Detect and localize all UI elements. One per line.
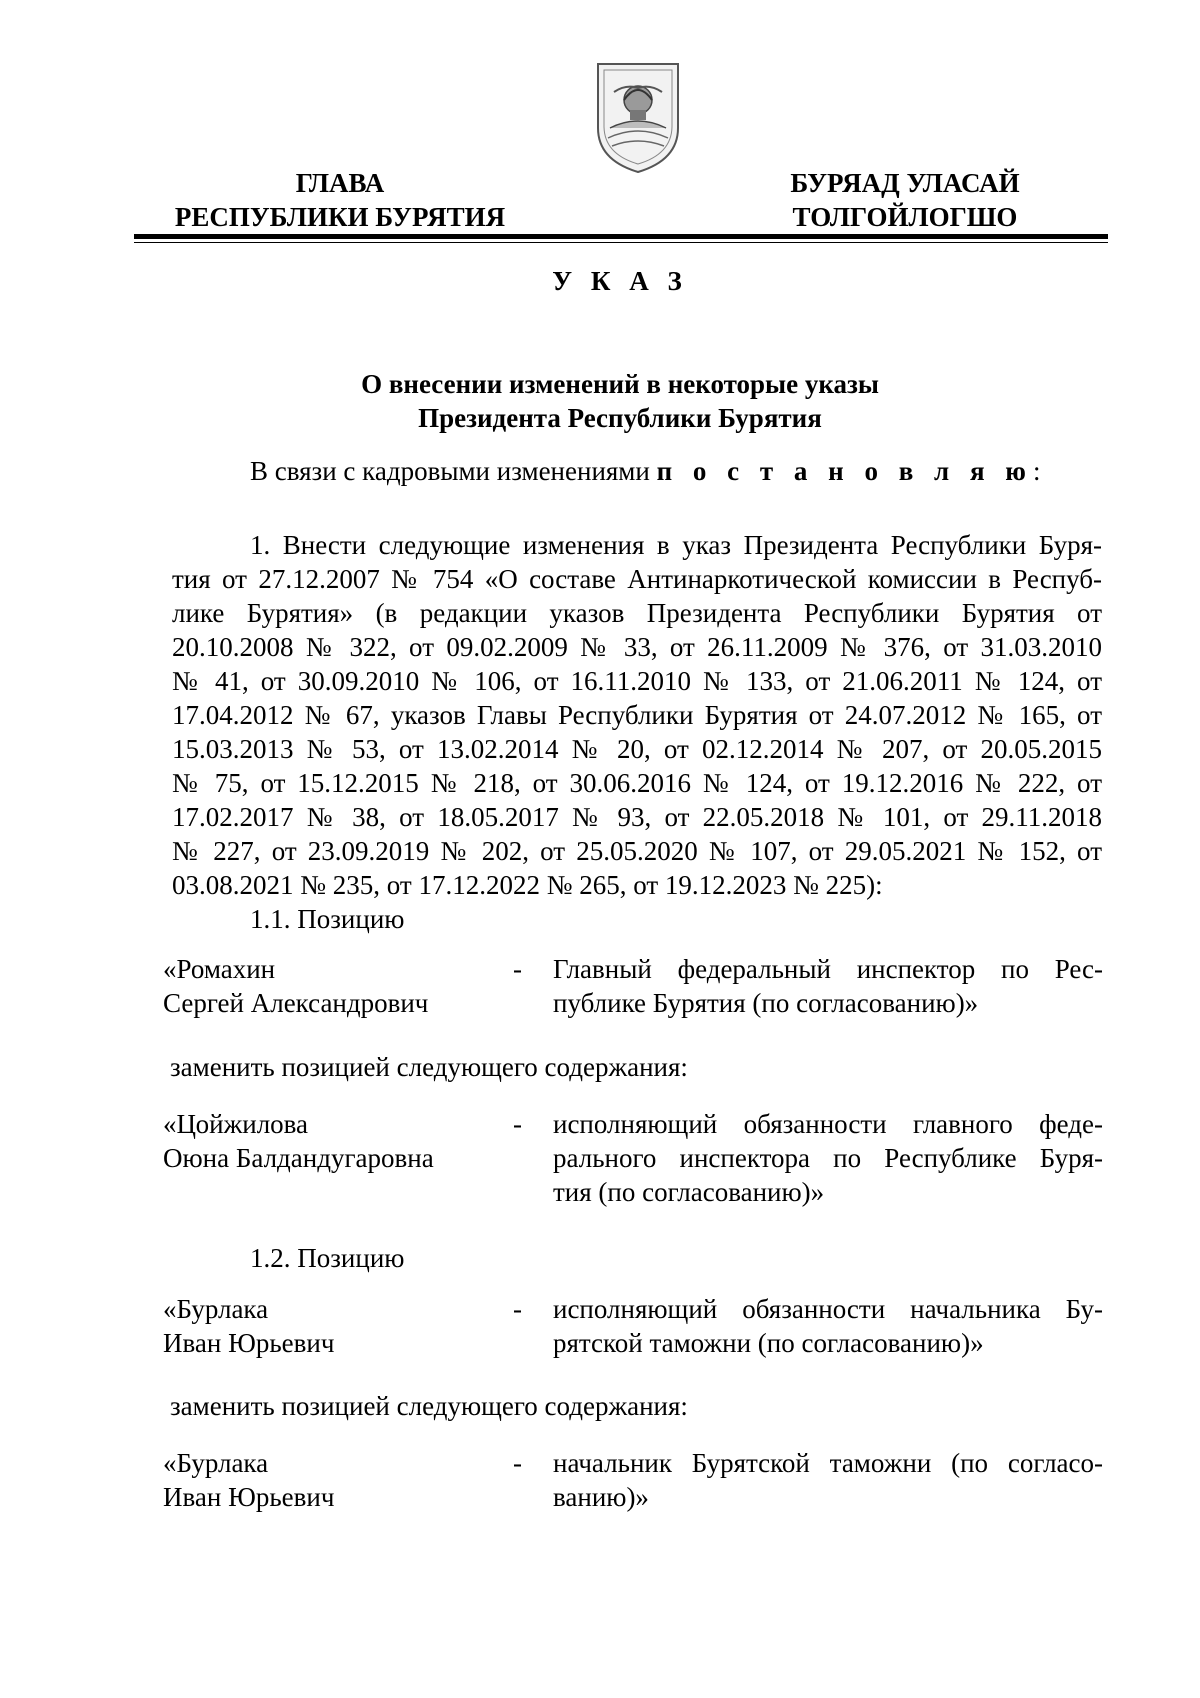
position-description-line: начальник Бурятской таможни (по согласо-: [553, 1448, 1103, 1478]
position-description-line: публике Бурятия (по согласованию)»: [553, 988, 979, 1018]
document-title: [160, 367, 1080, 435]
position-dash: -: [513, 954, 522, 984]
item-1-line: тия от 27.12.2007 № 754 «О составе Антинаркотической комиссии в Респуб-: [172, 564, 1102, 594]
position-description-line: Главный федеральный инспектор по Рес-: [553, 954, 1103, 984]
position-name-line1: «Цойжилова: [163, 1109, 309, 1139]
preamble-emphasis: п о с т а н о в л я ю: [656, 456, 1033, 486]
item-1-line: 03.08.2021 № 235, от 17.12.2022 № 265, от 19.12.2023 № 225):: [172, 870, 883, 900]
position-name: [163, 952, 493, 1020]
position-old-1-1: [163, 952, 1103, 1020]
document-title-line2: Президента Республики Бурятия: [418, 403, 822, 433]
position-dash: -: [513, 1294, 522, 1324]
preamble-text: В связи с кадровыми изменениями: [250, 456, 657, 486]
position-description-line: исполняющий обязанности главного феде-: [553, 1109, 1103, 1139]
item-1-line: № 227, от 23.09.2019 № 202, от 25.05.2020 № 107, от 29.05.2021 № 152, от: [172, 836, 1102, 866]
position-dash: -: [513, 1109, 522, 1139]
item-1-line: № 75, от 15.12.2015 № 218, от 30.06.2016 № 124, от 19.12.2016 № 222, от: [172, 768, 1102, 798]
replace-text-1-2: заменить позицией следующего содержания:: [170, 1391, 688, 1421]
position-description: [553, 952, 1103, 1020]
position-description: [553, 1292, 1103, 1360]
position-new-1-1: [163, 1107, 1103, 1209]
item-1-line: 15.03.2013 № 53, от 13.02.2014 № 20, от 02.12.2014 № 207, от 20.05.2015: [172, 734, 1102, 764]
position-name: [163, 1107, 493, 1175]
item-1-line: 17.02.2017 № 38, от 18.05.2017 № 93, от 22.05.2018 № 101, от 29.11.2018: [172, 802, 1102, 832]
item-1-line: 1. Внести следующие изменения в указ Президента Республики Буря-: [250, 530, 1102, 560]
header-divider-thin: [134, 242, 1108, 243]
position-name-line2: Иван Юрьевич: [163, 1328, 335, 1358]
document-type: У К А З: [552, 266, 688, 296]
position-description-line: тия (по согласованию)»: [553, 1177, 825, 1207]
position-name-line1: «Бурлака: [163, 1448, 269, 1478]
document-title-line1: О внесении изменений в некоторые указы: [361, 369, 879, 399]
position-name: [163, 1292, 493, 1360]
position-name-line1: «Бурлака: [163, 1294, 269, 1324]
position-description: [553, 1107, 1103, 1209]
position-description-line: рального инспектора по Республике Буря-: [553, 1143, 1103, 1173]
position-description: [553, 1446, 1103, 1514]
header-left-line2: РЕСПУБЛИКИ БУРЯТИЯ: [174, 202, 506, 232]
position-description-line: ванию)»: [553, 1482, 649, 1512]
position-dash: -: [513, 1448, 522, 1478]
item-1-line: лике Бурятия» (в редакции указов Президента Республики Бурятия от: [172, 598, 1102, 628]
header-right-line2: ТОЛГОЙЛОГШО: [792, 202, 1018, 232]
item-1-line: 17.04.2012 № 67, указов Главы Республики Бурятия от 24.07.2012 № 165, от: [172, 700, 1102, 730]
header-divider-thick: [134, 234, 1108, 239]
header-left: [150, 166, 530, 234]
header-left-line1: ГЛАВА: [295, 168, 385, 198]
preamble-end: :: [1032, 456, 1041, 486]
position-new-1-2: [163, 1446, 1103, 1514]
position-description-line: исполняющий обязанности начальника Бу-: [553, 1294, 1103, 1324]
position-name-line2: Иван Юрьевич: [163, 1482, 335, 1512]
header-right-line1: БУРЯАД УЛАСАЙ: [790, 168, 1020, 198]
item-1-line: № 41, от 30.09.2010 № 106, от 16.11.2010 № 133, от 21.06.2011 № 124, от: [172, 666, 1102, 696]
position-description-line: рятской таможни (по согласованию)»: [553, 1328, 984, 1358]
coat-of-arms-icon: [588, 58, 688, 176]
item-1: [172, 528, 1102, 902]
preamble: [250, 454, 1040, 488]
position-name-line1: «Ромахин: [163, 954, 276, 984]
position-name-line2: Оюна Балдандугаровна: [163, 1143, 434, 1173]
replace-text-1-1: заменить позицией следующего содержания:: [170, 1052, 688, 1082]
header-right: [740, 166, 1070, 234]
subitem-1-2-label: 1.2. Позицию: [250, 1243, 405, 1273]
position-name-line2: Сергей Александрович: [163, 988, 429, 1018]
subitem-1-1-label: 1.1. Позицию: [250, 904, 405, 934]
position-old-1-2: [163, 1292, 1103, 1360]
position-name: [163, 1446, 493, 1514]
item-1-line: 20.10.2008 № 322, от 09.02.2009 № 33, от 26.11.2009 № 376, от 31.03.2010: [172, 632, 1102, 662]
